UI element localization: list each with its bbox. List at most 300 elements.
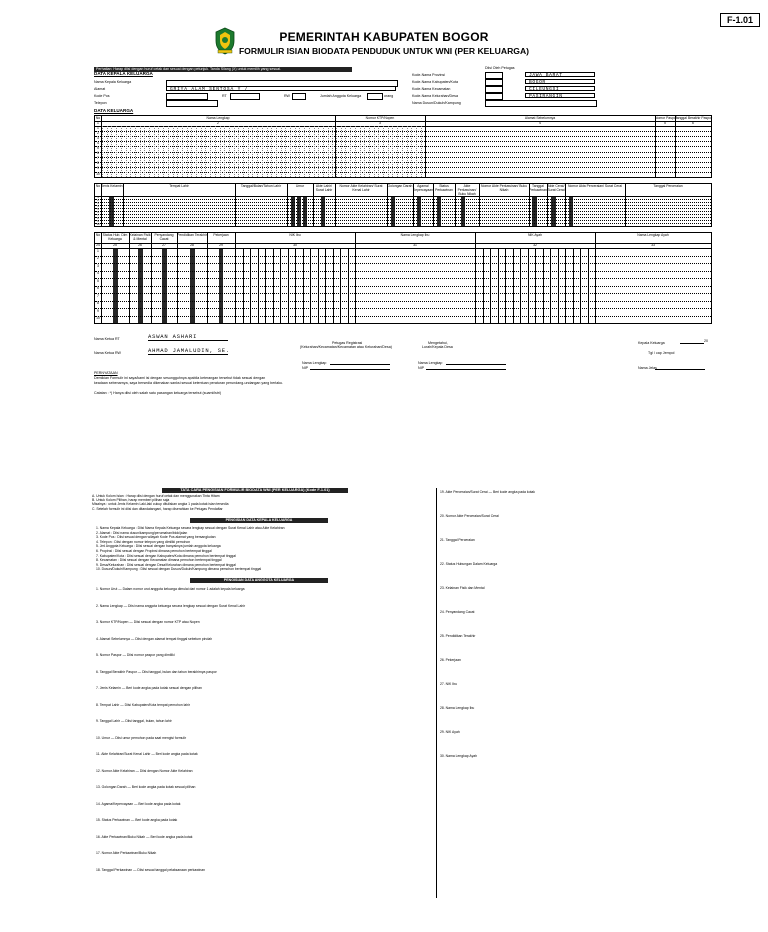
char-cell-divider	[187, 126, 188, 177]
guide-page	[92, 488, 712, 898]
top-note: Perhatian: Harap diisi dengan huruf cetak dan sesuai dengan petunjuk. Tanda Silang (X) untuk memilih yang sesuai.	[94, 67, 352, 72]
guide-line: 20. Nomor Akte Perceraian/Surat Cerai	[440, 514, 499, 518]
rw-field[interactable]	[292, 93, 306, 100]
address-label: Alamat	[94, 87, 106, 91]
option-box-column	[219, 248, 223, 323]
nik-digit-divider	[543, 248, 544, 323]
table-header-cell: Tanggal Berakhir Paspor	[675, 115, 713, 120]
table-header-divider	[95, 196, 711, 197]
char-cell-divider	[281, 126, 282, 177]
province-code-field[interactable]	[485, 72, 503, 79]
char-cell-divider	[229, 126, 230, 177]
rt-field[interactable]	[230, 93, 260, 100]
char-cell-divider	[196, 126, 197, 177]
table-row-number: 4	[97, 271, 99, 275]
officer-name-label: Nama Lengkap	[302, 361, 327, 365]
guide-line: 5. Jml Anggota Keluarga : Diisi sesuai dengan banyaknya jumlah anggota keluarga	[96, 544, 221, 549]
char-cell-divider	[177, 126, 178, 177]
table-row-divider	[95, 293, 711, 294]
table-col-number: 3	[379, 120, 381, 125]
char-cell-divider	[285, 126, 286, 177]
option-box-column	[391, 196, 395, 226]
guide-line: 13. Golongan Darah — Beri kode angka pada kotak sesuai pilihan	[96, 785, 196, 789]
table-header-cell: Nama Lengkap	[206, 115, 230, 120]
char-cell-divider	[158, 126, 159, 177]
table-header-cell: No	[95, 115, 101, 120]
nik-digit-divider	[580, 248, 581, 323]
table-family-identity	[94, 115, 712, 178]
guide-line: 1. Nama Kepala Keluarga : Diisi Nama Kepala Keluarga secara lengkap sesuai dengan Surat Kenal Lahir atau Akte Kelahiran	[96, 526, 285, 530]
char-cell-divider	[135, 126, 136, 177]
year-suffix: 20	[704, 339, 708, 343]
table-col-number: 27	[162, 242, 166, 247]
char-cell-divider	[416, 126, 417, 177]
table-row-number: 1	[97, 125, 99, 130]
char-cell-divider	[374, 126, 375, 177]
rt-label: RT	[222, 94, 227, 98]
option-box-column	[417, 196, 421, 226]
table-header-cell: Akte Perkawinan/ Buku Nikah	[457, 184, 477, 196]
char-cell-divider	[388, 126, 389, 177]
guide-line: 22. Status Hubungan Dalam Keluarga	[440, 562, 498, 566]
guide-line: B. Untuk Kolom Pilihan, harap memberi pilihan saja	[92, 498, 170, 503]
char-cell-divider	[238, 126, 239, 177]
table-header-cell: Tanggal Perkawinan	[529, 184, 547, 192]
table-header-cell: Pekerjaan	[213, 233, 229, 237]
table-row-divider	[95, 316, 711, 317]
char-cell-divider	[234, 126, 235, 177]
char-cell-divider	[341, 126, 342, 177]
char-cell-divider	[140, 126, 141, 177]
guide-line: 16. Akte Perkawinan/Buku Nikah — Beri kode angka pada kotak	[96, 834, 193, 839]
nik-digit-divider	[565, 248, 566, 323]
table-col-number: 33	[651, 242, 655, 247]
table-header-cell: NIK Ibu	[289, 233, 301, 237]
nik-digit-divider	[280, 248, 281, 323]
char-cell-divider	[220, 126, 221, 177]
table-row-number: 8	[97, 161, 99, 166]
char-cell-divider	[378, 126, 379, 177]
statement-line-1: Demikian Formulir ini saya/kami isi dengan sesungguhnya apabila keterangan tersebut tidak sesuai dengan	[94, 376, 266, 380]
guide-line: 12. Nomor Akte Kelahiran — Diisi dengan Nomor Akte Kelahiran	[96, 768, 193, 773]
char-cell-divider	[299, 126, 300, 177]
guide-line: 8. Tempat Lahir — Diisi Kabupaten/Kota tempat pemohon lahir	[96, 702, 190, 707]
char-cell-divider	[309, 126, 310, 177]
guide-heading: TATA CARA PENGISIAN FORMULIR BIODATA WNI (PER KELUARGA) (Kode F-1.01)	[162, 488, 348, 493]
district-code-field[interactable]	[485, 86, 503, 93]
table-row-divider	[95, 220, 711, 221]
table-header-cell: Nomor Paspor	[655, 115, 677, 120]
rw-label: RW	[284, 94, 290, 98]
guide-line: 30. Nama Lengkap Ayah	[440, 754, 478, 758]
table-header-cell: Akte Cerai/ Surat Cerai	[547, 184, 565, 192]
char-cell-divider	[360, 126, 361, 177]
nik-digit-divider	[498, 248, 499, 323]
table-header-cell: Kelainan Fisik & Mental	[129, 233, 151, 241]
nik-digit-divider	[333, 248, 334, 323]
table-family-relations	[94, 232, 712, 324]
char-cell-divider	[116, 126, 117, 177]
nik-digit-divider	[243, 248, 244, 323]
table-row-number: 9	[97, 218, 99, 223]
table-header-cell: Nomor Akta Perceraian/ Surat Cerai	[567, 184, 623, 188]
statement-line-2: keadaan sebenarnya, saya bersedia dikenakan sanksi sesuai ketentuan peraturan perundang-undangan yang berlaku.	[94, 381, 284, 385]
table-col-number: 29	[219, 242, 223, 247]
officer-sub: (Kelurahan/Kecamatan/Kecamatan atau Kelurahan/Desa)	[300, 345, 392, 349]
regency-name-field[interactable]: BOGOR	[525, 79, 595, 84]
char-cell-divider	[421, 126, 422, 177]
char-cell-divider	[402, 126, 403, 177]
option-box-column	[303, 196, 307, 226]
regency-label: Kode-Nama Kabupaten/Kota	[412, 80, 458, 84]
nik-digit-divider	[550, 248, 551, 323]
village-head-nip-label: NIP	[418, 366, 424, 370]
head-family-name-label: Nama Jelas	[638, 366, 657, 370]
table-row-number: 6	[97, 286, 99, 290]
table-row-number: 6	[97, 151, 99, 156]
char-cell-divider	[121, 126, 122, 177]
nik-digit-divider	[505, 248, 506, 323]
nik-digit-divider	[250, 248, 251, 323]
char-cell-divider	[290, 126, 291, 177]
table-col-number: 25	[113, 242, 117, 247]
option-box-column	[437, 196, 441, 226]
table-header-cell: Tanggal Perceraian	[653, 184, 683, 188]
table-row-number: 6	[97, 209, 99, 214]
char-cell-divider	[173, 126, 174, 177]
guide-line: 4. Alamat Sebelumnya — Diisi dengan alamat tempat tinggal sebelum pindah	[96, 636, 213, 641]
option-box-column	[162, 248, 167, 323]
phone-field[interactable]	[166, 100, 218, 107]
page-subtitle: FORMULIR ISIAN BIODATA PENDUDUK UNTUK WNI (PER KELUARGA)	[238, 46, 530, 56]
table-header-cell: Pendidikan Terakhir	[177, 233, 207, 237]
table-header-cell: Golongan Darah	[387, 184, 413, 188]
table-row-divider	[95, 217, 711, 218]
province-name-field[interactable]: JAWA BARAT	[525, 72, 595, 77]
option-box-column	[291, 196, 295, 226]
guide-line: 3. Nomor KTP/Nopen — Diisi sesuai dengan nomor KTP atau Nopen	[96, 620, 200, 624]
guide-line: 27. NIK Ibu	[440, 682, 457, 686]
char-cell-divider	[163, 126, 164, 177]
member-count-field[interactable]	[367, 93, 383, 100]
char-cell-divider	[168, 126, 169, 177]
officer-note: Diisi Oleh Petugas	[485, 66, 515, 70]
table-col-number: 30	[293, 242, 297, 247]
char-cell-divider	[392, 126, 393, 177]
table-row-number: 9	[97, 166, 99, 171]
guide-line: 6. Propinsi : Diisi sesuai dengan Propinsi dimana pemohon bertempat tinggal	[96, 549, 212, 553]
char-cell-divider	[201, 126, 202, 177]
table-row-divider	[95, 199, 711, 200]
table-col-number: 1	[97, 120, 99, 125]
char-cell-divider	[369, 126, 370, 177]
table-row-number: 2	[97, 197, 99, 202]
village-name-field[interactable]: PASIRANGIN	[525, 93, 595, 98]
option-box-column	[551, 196, 556, 226]
guide-line: 21. Tanggal Perceraian	[440, 538, 475, 542]
table-header-cell: Nama Lengkap Ibu	[400, 233, 430, 237]
nik-digit-divider	[258, 248, 259, 323]
table-row-number: 3	[97, 263, 99, 268]
guide-line: 9. Tanggal Lahir — Diisi tanggal, bulan, tahun lahir	[96, 719, 172, 723]
table-row-number: 9	[97, 308, 99, 313]
guide-line: 19. Akte Perceraian/Surat Cerai — Beri kode angka pada kotak	[440, 490, 535, 494]
statement-note: Catatan : *) Hanya diisi oleh salah satu pasangan keluarga tersebut (suami/istri)	[94, 391, 222, 395]
guide-line: 7. Kabupaten/Kota : Diisi sesuai dengan Kabupaten/Kota dimana pemohon bertempat tinggal	[96, 553, 236, 558]
table-col-number: 28	[190, 242, 194, 247]
nik-digit-divider	[288, 248, 289, 323]
province-label: Kode-Nama Provinsi	[412, 73, 445, 77]
regency-code-field[interactable]	[485, 79, 503, 86]
option-box-column	[109, 196, 114, 226]
guide-line: A. Untuk Kolom Isian : Harap diisi dengan huruf cetak dan menggunakan Tinta Hitam	[92, 494, 220, 498]
nik-digit-divider	[490, 248, 491, 323]
char-cell-divider	[182, 126, 183, 177]
table-col-number: 2	[217, 120, 219, 125]
table-row-divider	[95, 211, 711, 212]
table-row-divider	[95, 208, 711, 209]
guide-line: 8. Kecamatan : Diisi sesuai dengan Kecamatan dimana pemohon bertempat tinggal	[96, 558, 222, 563]
table-col-number: 5	[664, 120, 666, 125]
char-cell-divider	[215, 126, 216, 177]
table-row-divider	[95, 263, 711, 264]
form-code: F-1.01	[720, 13, 760, 27]
table-row-divider	[95, 286, 711, 287]
nik-digit-divider	[558, 248, 559, 323]
postcode-field[interactable]	[166, 93, 208, 100]
nik-digit-divider	[483, 248, 484, 323]
page-title: PEMERINTAH KABUPATEN BOGOR	[279, 30, 489, 44]
member-count-unit: orang	[384, 94, 394, 98]
char-cell-divider	[252, 126, 253, 177]
char-cell-divider	[314, 126, 315, 177]
guide-line: 3. Kode Pos : Diisi sesuai dengan wilayah Kode Pos alamat yang bersangkutan	[96, 535, 216, 540]
nik-digit-divider	[295, 248, 296, 323]
char-cell-divider	[102, 126, 103, 177]
rw-name-label: Nama Ketua RW	[94, 351, 121, 355]
table-row-number: 1	[97, 248, 99, 253]
option-box-column	[190, 248, 195, 323]
table-row-number: 7	[97, 212, 99, 217]
char-cell-divider	[267, 126, 268, 177]
table-header-cell: Tanggal/Bulan/Tahun Lahir	[240, 184, 282, 188]
nik-digit-divider	[528, 248, 529, 323]
char-cell-divider	[271, 126, 272, 177]
char-cell-divider	[224, 126, 225, 177]
table-header-cell: Nama Lengkap Ayah	[637, 233, 669, 237]
char-cell-divider	[336, 126, 337, 177]
village-code-field[interactable]	[485, 93, 503, 100]
table-row-number: 10	[96, 171, 100, 176]
guide-line: 5. Nomor Paspor — Diisi nomor paspor yang dimiliki	[96, 653, 175, 657]
table-header-cell: No	[95, 233, 101, 237]
guide-line: 23. Kelainan Fisik dan Mental	[440, 586, 485, 590]
guide-line: 14. Agama/Kepercayaan — Beri kode angka pada kotak	[96, 801, 181, 806]
table-row-number: 4	[97, 140, 99, 145]
table-col-number: 4	[539, 120, 541, 125]
char-cell-divider	[130, 126, 131, 177]
char-cell-divider	[407, 126, 408, 177]
option-box-column	[569, 196, 573, 226]
table-row-divider	[95, 301, 711, 302]
char-cell-divider	[126, 126, 127, 177]
table-row-number: 8	[97, 301, 99, 305]
table-row-number: 5	[97, 278, 99, 283]
char-cell-divider	[144, 126, 145, 177]
guide-line: 7. Jenis Kelamin — Beri kode angka pada kotak sesuai dengan pilihan	[96, 686, 202, 690]
address-field[interactable]: GRIYA ALAM SENTOSA Y /	[166, 86, 396, 91]
family-head-heading: DATA KEPALA KELUARGA	[94, 71, 153, 76]
nik-digit-divider	[520, 248, 521, 323]
nik-digit-divider	[348, 248, 349, 323]
nik-digit-divider	[535, 248, 536, 323]
char-cell-divider	[154, 126, 155, 177]
guide-line: 28. Nama Lengkap Ibu	[440, 706, 475, 710]
option-box-column	[138, 248, 143, 323]
char-cell-divider	[323, 126, 324, 177]
table-row-number: 7	[97, 156, 99, 161]
char-cell-divider	[345, 126, 346, 177]
char-cell-divider	[149, 126, 150, 177]
officer-label: Petugas Registrasi	[332, 341, 363, 345]
guide-line: 26. Pekerjaan	[440, 658, 461, 662]
table-col-number: 31	[413, 242, 417, 247]
char-cell-divider	[364, 126, 365, 177]
table-header-cell: Nomor Akte Kelahiran/ Surat Kenal Lahir	[339, 184, 383, 192]
table-col-number: 24	[96, 242, 100, 247]
guide-line: 11. Akte Kelahiran/Surat Kenal Lahir — Beri kode angka pada kotak	[96, 752, 198, 756]
member-count-label: Jumlah Anggota Keluarga	[320, 94, 362, 98]
guide-line: 2. Nama Lengkap — Diisi nama anggota keluarga secara lengkap sesuai dengan Surat Kenal Lahir	[96, 603, 246, 608]
char-cell-divider	[355, 126, 356, 177]
char-cell-divider	[328, 126, 329, 177]
nik-digit-divider	[573, 248, 574, 323]
char-cell-divider	[397, 126, 398, 177]
district-name-field[interactable]: CILEUNGSI	[525, 86, 595, 91]
nik-digit-divider	[513, 248, 514, 323]
table-row-number: 3	[97, 135, 99, 140]
table-row-number: 10	[96, 221, 100, 226]
guide-line: 10. Umur — Diisi umur pemohon pada saat mengisi formulir	[96, 735, 187, 740]
guide-line: 29. NIK Ayah	[440, 730, 460, 734]
table-header-cell: Tempat Lahir	[169, 184, 189, 188]
guide-line: 24. Penyandang Cacat	[440, 610, 475, 614]
table-header-cell: Akte Lahir/ Surat Lahir	[315, 184, 333, 192]
table-row-divider	[95, 308, 711, 309]
option-box-column	[461, 196, 465, 226]
table-header-cell: No	[95, 184, 101, 188]
table-row-divider	[95, 271, 711, 272]
nik-digit-divider	[265, 248, 266, 323]
rw-name-value: AHMAD JAMALUDIN, SE.	[148, 347, 231, 354]
table-header-cell: Agama/ Kepercayaan	[413, 184, 433, 192]
hamlet-field[interactable]	[485, 100, 597, 107]
guide-line: 10. Dusun/Dukuh/Kampung : Diisi sesuai dengan Dusun/Dukuh/Kampung dimana pemohon bertempat tinggal	[96, 567, 262, 572]
table-header-cell: Status Hub. Dlm Keluarga	[102, 233, 128, 241]
table-header-cell: Jenis Kelamin	[101, 184, 123, 188]
char-cell-divider	[411, 126, 412, 177]
table-row-number: 2	[97, 130, 99, 135]
rt-name-label: Nama Ketua RT	[94, 337, 120, 341]
district-label: Kode-Nama Kecamatan	[412, 87, 451, 91]
table-header-cell: Nomor KTP/Nopen	[365, 115, 395, 120]
head-family-label: Kepala Keluarga	[638, 341, 665, 345]
table-row-number: 1	[97, 194, 99, 199]
char-cell-divider	[248, 126, 249, 177]
table-header-cell: Umur	[295, 184, 305, 188]
table-row-number: 8	[97, 215, 99, 220]
table-row-divider	[95, 278, 711, 279]
table-row-number: 5	[97, 206, 99, 211]
table-header-cell: Alamat Sebelumnya	[524, 115, 556, 120]
guide-line: 17. Nomor Akte Perkawinan/Buku Nikah	[96, 851, 157, 855]
table-row-divider	[95, 214, 711, 215]
table-row-divider	[95, 205, 711, 206]
table-col-number: 32	[533, 242, 537, 247]
char-cell-divider	[318, 126, 319, 177]
nik-digit-divider	[310, 248, 311, 323]
table-header-cell: Status Perkawinan	[435, 184, 453, 192]
head-section-heading: PENGISIAN DATA KEPALA KELUARGA	[190, 518, 328, 523]
char-cell-divider	[111, 126, 112, 177]
table-row-number: 3	[97, 200, 99, 205]
head-name-label: Nama Kepala Keluarga	[94, 80, 132, 84]
option-box-column	[532, 196, 537, 226]
table-col-number: 6	[692, 120, 694, 125]
guide-line: 4. Telepon : Diisi dengan nomor telepon yang dimiliki pemohon	[96, 539, 191, 544]
char-cell-divider	[350, 126, 351, 177]
table-row-divider	[95, 223, 711, 224]
char-cell-divider	[257, 126, 258, 177]
table-header-divider	[95, 248, 711, 249]
table-row-number: 10	[96, 316, 100, 320]
hamlet-label: Nama Dusun/Dukuh/Kampung	[412, 101, 461, 105]
table-header-cell: Nomor Akte Perkawinan/ Buku Nikah	[481, 184, 527, 192]
guide-line: 6. Tanggal Berakhir Paspor — Diisi tanggal, bulan dan tahun berakhirnya paspor	[96, 669, 217, 674]
officer-nip-label: NIP	[302, 366, 308, 370]
postcode-label: Kode Pos	[94, 94, 110, 98]
table-header-cell: NIK Ayah	[527, 233, 543, 237]
nik-digit-divider	[340, 248, 341, 323]
char-cell-divider	[191, 126, 192, 177]
nik-digit-divider	[273, 248, 274, 323]
rt-name-value: ASWAN ASHARI	[148, 333, 198, 340]
nik-digit-divider	[325, 248, 326, 323]
option-box-column	[297, 196, 301, 226]
table-row-number: 4	[97, 203, 99, 208]
char-cell-divider	[276, 126, 277, 177]
village-head-name-label: Nama Lengkap	[418, 361, 443, 365]
char-cell-divider	[262, 126, 263, 177]
char-cell-divider	[304, 126, 305, 177]
table-row-number: 2	[97, 256, 99, 260]
guide-line: Misalnya : untuk Jenis Kelamin Laki-laki cukup dituliskan angka 1 pada kotak isian tersedia	[92, 502, 229, 507]
table-header-cell: Penyandang Cacat	[154, 233, 174, 241]
char-cell-divider	[107, 126, 108, 177]
char-cell-divider	[383, 126, 384, 177]
guide-line: C. Setelah formulir ini diisi dan ditandatangani, harap diserahkan ke Petugas Pendaftar	[92, 506, 223, 511]
char-cell-divider	[205, 126, 206, 177]
family-data-heading: DATA KELUARGA	[94, 108, 134, 113]
nik-digit-divider	[303, 248, 304, 323]
nik-digit-divider	[318, 248, 319, 323]
village-head-sub: Lurah/Kepala Desa	[422, 345, 453, 349]
table-col-number: 26	[138, 242, 142, 247]
member-section-heading: PENGISIAN DATA ANGGOTA KELUARGA	[190, 578, 328, 583]
table-family-details	[94, 183, 712, 227]
guide-line: 18. Tanggal Perkawinan — Diisi sesuai tanggal pelaksanaan perkawinan	[96, 867, 206, 872]
thumb-label: Tgl / cap Jempol	[648, 351, 675, 355]
